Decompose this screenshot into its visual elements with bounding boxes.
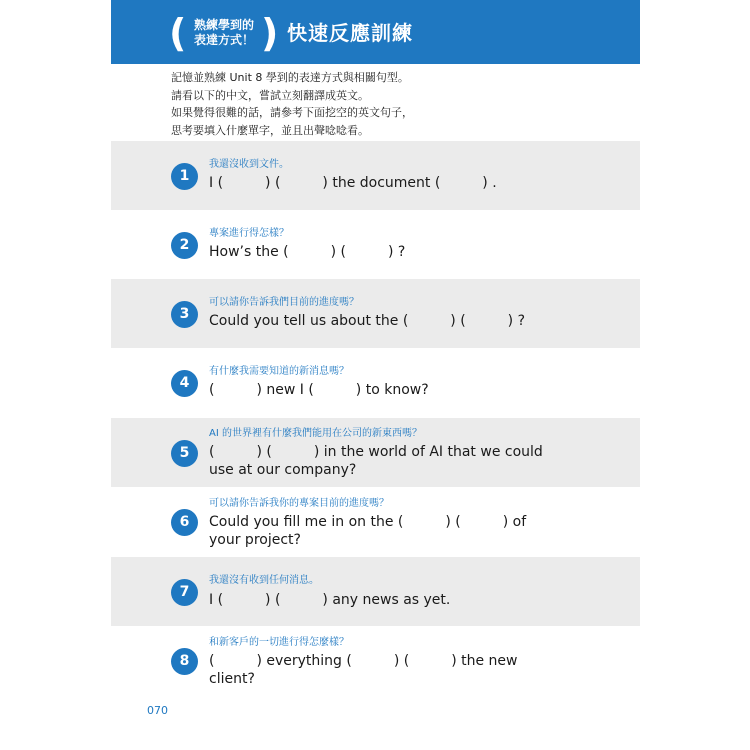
item-number-badge: 6 [171,509,198,536]
section-title: 快速反應訓練 [287,21,413,45]
exercise-item-8 [111,626,640,695]
exercise-item-5 [111,418,640,487]
item-number-badge: 2 [171,232,198,259]
item-number-badge: 4 [171,370,198,397]
instruction-line: 如果覺得很難的話，請參考下面挖空的英文句子， [171,106,413,119]
english-sentence: ( ) new I ( ) to know? [209,382,429,398]
instruction-line: 記憶並熟練 Unit 8 學到的表達方式與相關句型。 [171,71,409,84]
header-right-paren: ) [261,11,279,55]
chinese-prompt: 我還沒收到文件。 [209,159,289,170]
english-sentence: ( ) everything ( ) ( ) the new [209,653,518,669]
english-sentence: Could you fill me in on the ( ) ( ) of [209,514,527,530]
english-sentence-continued: use at our company? [209,462,357,478]
header-tag-line2: 表達方式！ [193,33,254,47]
english-sentence: Could you tell us about the ( ) ( ) ? [209,313,526,329]
chinese-prompt: 可以請你告訴我們目前的進度嗎？ [209,297,359,308]
chinese-prompt: AI 的世界裡有什麼我們能用在公司的新東西嗎？ [209,428,422,439]
exercise-item-2 [111,210,640,279]
chinese-prompt: 和新客戶的一切進行得怎麼樣？ [209,637,349,648]
section-header [111,0,640,64]
header-tag [185,18,263,48]
chinese-prompt: 專案進行得怎樣？ [209,228,289,239]
workbook-page [111,0,640,750]
english-sentence: How’s the ( ) ( ) ? [209,244,406,260]
exercise-item-1 [111,141,640,210]
item-number-badge: 5 [171,440,198,467]
exercise-item-6 [111,487,640,556]
header-tag-line1: 熟練學到的 [193,18,254,32]
english-sentence: I ( ) ( ) any news as yet. [209,592,451,608]
exercise-item-4 [111,348,640,417]
english-sentence: ( ) ( ) in the world of AI that we could [209,444,543,460]
instruction-line: 思考要填入什麼單字，並且出聲唸唸看。 [171,123,369,137]
exercise-item-7 [111,557,640,626]
item-number-badge: 7 [171,579,198,606]
exercise-item-3 [111,279,640,348]
page-number: 070 [147,704,168,717]
item-number-badge: 1 [171,163,198,190]
header-left-paren: ( [169,11,187,55]
chinese-prompt: 我還沒有收到任何消息。 [209,575,319,586]
instructions [171,69,611,139]
item-number-badge: 8 [171,648,198,675]
chinese-prompt: 有什麼我需要知道的新消息嗎？ [209,366,349,377]
english-sentence-continued: client? [209,671,255,687]
chinese-prompt: 可以請你告訴我你的專案目前的進度嗎？ [209,498,389,509]
english-sentence: I ( ) ( ) the document ( ) . [209,175,497,191]
instruction-line: 請看以下的中文，嘗試立刻翻譯成英文。 [171,88,369,102]
english-sentence-continued: your project? [209,532,301,548]
item-number-badge: 3 [171,301,198,328]
